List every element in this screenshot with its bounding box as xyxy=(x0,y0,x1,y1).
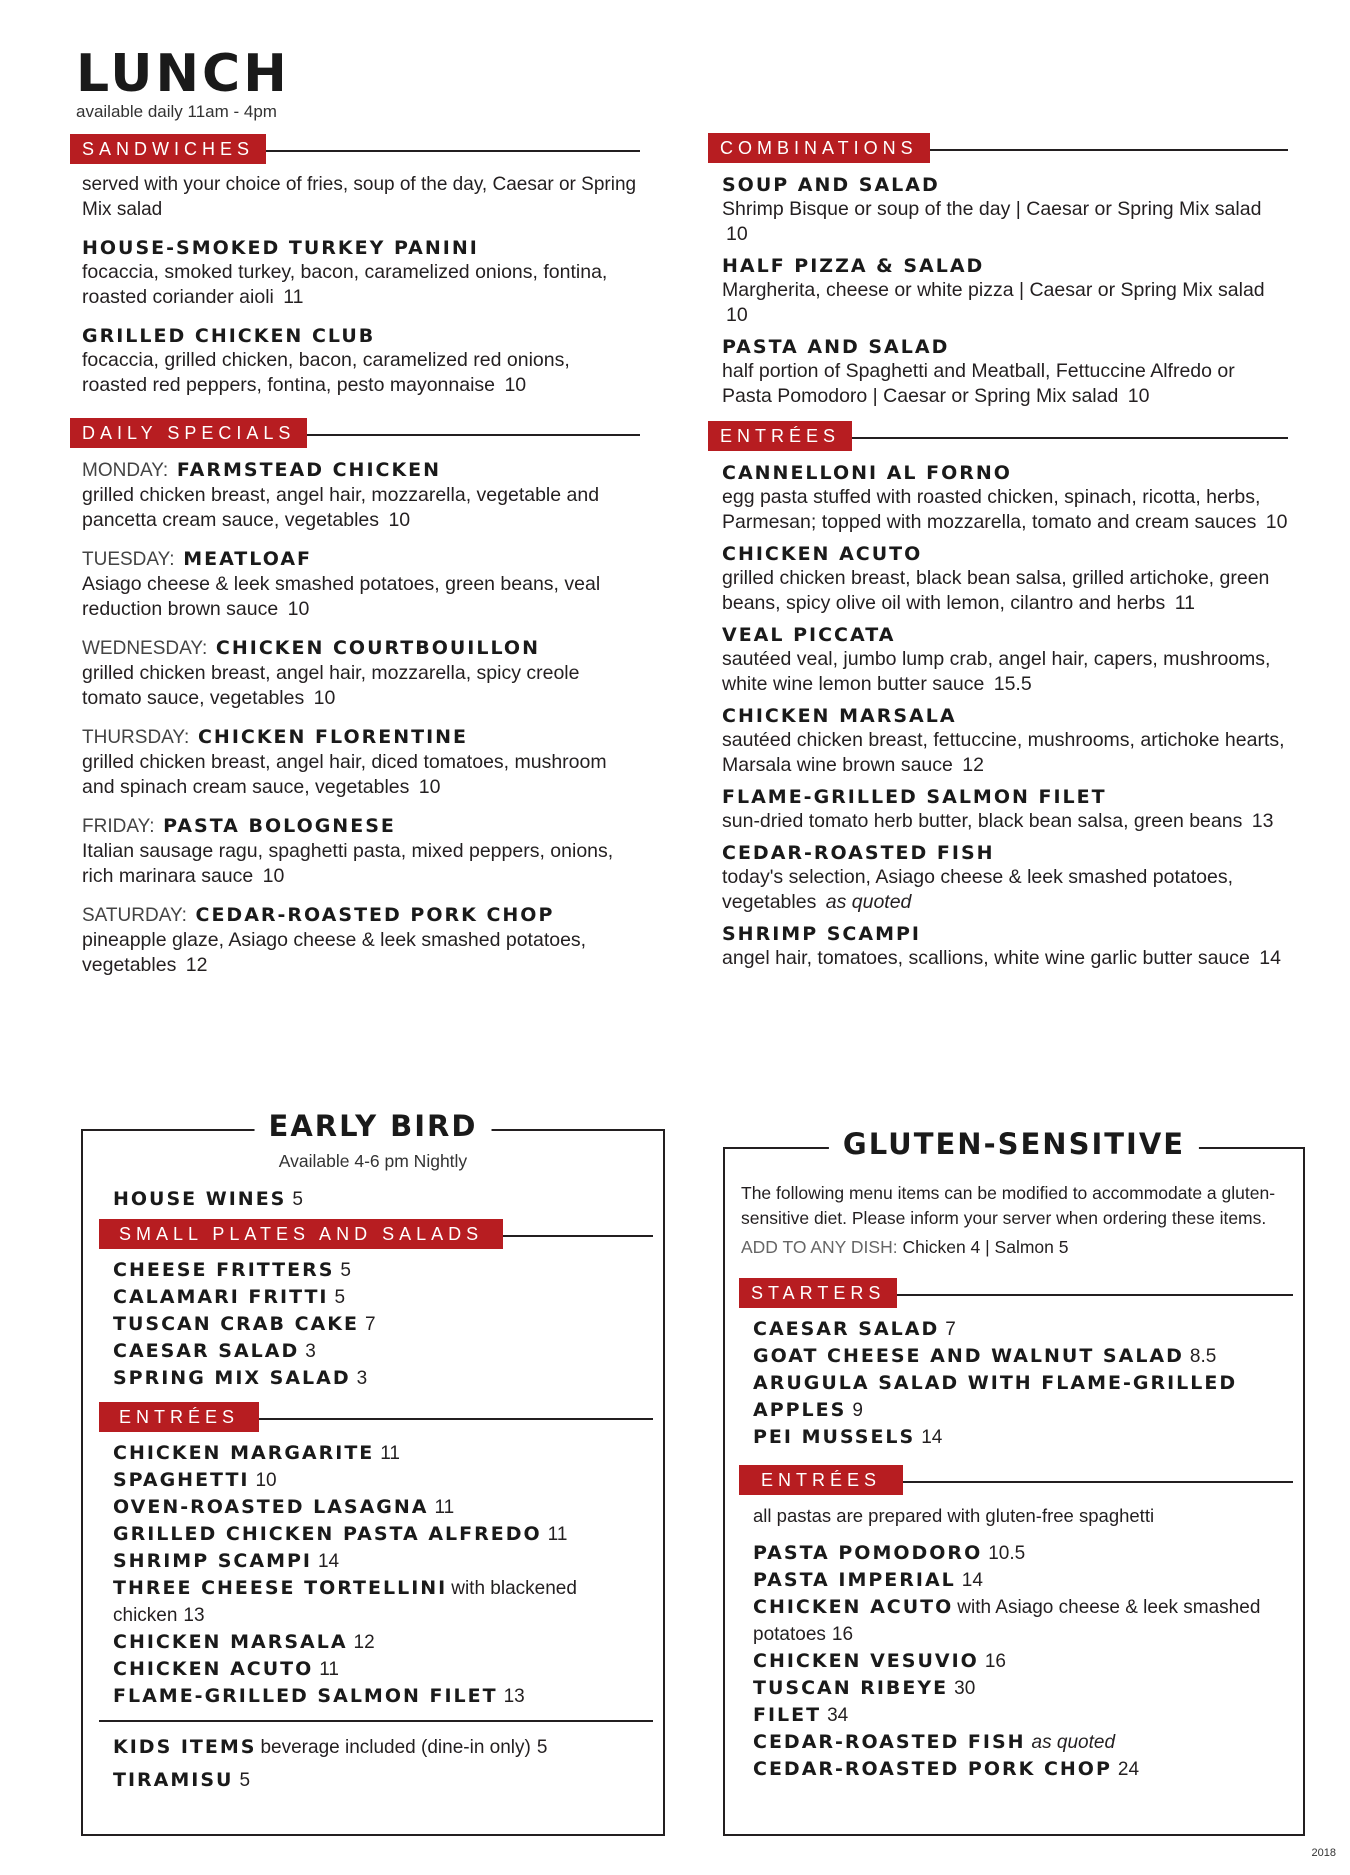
item-name: PASTA AND SALAD xyxy=(722,336,950,358)
item-price: 5 xyxy=(536,1737,548,1758)
menu-item xyxy=(722,461,1288,535)
item-name-line xyxy=(82,324,640,348)
item-name: CHICKEN ACUTO xyxy=(722,543,923,565)
item-name: CANNELLONI AL FORNO xyxy=(722,462,1012,484)
item-desc: sun-dried tomato herb butter, black bean salsa, green beans xyxy=(722,810,1243,832)
item-name: CHICKEN VESUVIO xyxy=(753,1650,979,1672)
item-description-line xyxy=(82,260,640,310)
item-desc: grilled chicken breast, black bean salsa, grilled artichoke, green beans, spicy olive oil with lemon, cilantro and herbs xyxy=(722,567,1270,614)
list-item xyxy=(113,1440,633,1467)
list-item xyxy=(113,1521,633,1548)
item-desc: Italian sausage ragu, spaghetti pasta, mixed peppers, onions, rich marinara sauce xyxy=(82,840,614,887)
item-price: 14 xyxy=(921,1427,943,1448)
list-item xyxy=(753,1343,1303,1370)
item-name: CHICKEN FLORENTINE xyxy=(197,726,469,748)
list-item xyxy=(113,1548,633,1575)
item-price: 14 xyxy=(317,1551,340,1572)
item-name: SPAGHETTI xyxy=(113,1469,250,1491)
item-desc: Asiago cheese & leek smashed potatoes, green beans, veal reduction brown sauce xyxy=(82,573,601,620)
menu-item xyxy=(82,458,640,533)
item-name: MEATLOAF xyxy=(183,548,313,570)
item-name: CEDAR-ROASTED PORK CHOP xyxy=(753,1758,1112,1780)
item-description-line xyxy=(722,647,1288,697)
item-description-line xyxy=(82,348,640,398)
list-item xyxy=(113,1494,633,1521)
item-desc: with Asiago cheese & leek smashed potatoes xyxy=(753,1597,1261,1645)
section-label: ENTRÉES xyxy=(739,1465,903,1495)
item-price: as quoted xyxy=(1031,1732,1116,1753)
list-item xyxy=(753,1729,1283,1756)
item-price: 5 xyxy=(340,1260,351,1281)
item-name: PASTA POMODORO xyxy=(753,1542,983,1564)
item-name: CEDAR-ROASTED FISH xyxy=(753,1731,1026,1753)
item-name: CAESAR SALAD xyxy=(113,1340,300,1362)
item-price: 7 xyxy=(945,1319,956,1340)
page-title: LUNCH xyxy=(76,44,290,104)
gf-starters-list xyxy=(725,1316,1303,1451)
item-name: HOUSE WINES xyxy=(113,1188,287,1210)
menu-item xyxy=(722,335,1288,409)
section-label: ENTRÉES xyxy=(99,1402,259,1432)
section-label: STARTERS xyxy=(739,1278,897,1308)
item-description-line xyxy=(722,865,1288,915)
menu-item xyxy=(722,785,1288,834)
add-to-value: Chicken 4 | Salmon 5 xyxy=(902,1237,1069,1257)
section-label: SMALL PLATES AND SALADS xyxy=(99,1219,503,1249)
list-item xyxy=(113,1629,633,1656)
item-name-line xyxy=(722,785,1288,809)
item-price: 10 xyxy=(255,1470,277,1491)
item-name: PASTA BOLOGNESE xyxy=(163,815,396,837)
item-day: MONDAY: xyxy=(82,460,169,481)
section-heading-starters xyxy=(739,1278,1293,1308)
item-name-line xyxy=(82,903,640,928)
item-desc: sautéed veal, jumbo lump crab, angel hair, capers, mushrooms, white wine lemon butter sauce xyxy=(722,648,1271,695)
item-name: FLAME-GRILLED SALMON FILET xyxy=(722,786,1107,808)
list-item xyxy=(113,1467,633,1494)
item-price: 30 xyxy=(954,1678,976,1699)
item-name: SHRIMP SCAMPI xyxy=(113,1550,312,1572)
item-name-line xyxy=(82,814,640,839)
item-name-line xyxy=(82,725,640,750)
item-price: 10 xyxy=(504,374,527,396)
item-description-line xyxy=(722,946,1288,971)
item-name: VEAL PICCATA xyxy=(722,624,896,646)
list-item xyxy=(753,1567,1283,1594)
section-heading-sandwiches xyxy=(70,134,640,164)
item-price: 8.5 xyxy=(1189,1346,1217,1367)
item-name: TIRAMISU xyxy=(113,1769,234,1791)
item-name: CHEESE FRITTERS xyxy=(113,1259,335,1281)
menu-item xyxy=(722,922,1288,971)
item-description-line xyxy=(82,483,640,533)
item-desc: beverage included (dine-in only) xyxy=(260,1737,531,1758)
item-price: 13 xyxy=(183,1605,205,1626)
item-desc: sautéed chicken breast, fettuccine, mushrooms, artichoke hearts, Marsala wine brown sauce xyxy=(722,729,1285,776)
house-wines-row xyxy=(113,1186,663,1213)
item-name: HALF PIZZA & SALAD xyxy=(722,255,985,277)
section-label: SANDWICHES xyxy=(70,134,266,164)
section-label: ENTRÉES xyxy=(708,421,852,451)
early-bird-title: EARLY BIRD xyxy=(255,1109,492,1143)
item-name: GRILLED CHICKEN PASTA ALFREDO xyxy=(113,1523,542,1545)
add-to-label: ADD TO ANY DISH: xyxy=(741,1237,898,1257)
item-description-line xyxy=(82,839,640,889)
menu-item xyxy=(722,542,1288,616)
item-price: 7 xyxy=(364,1314,376,1335)
section-label: COMBINATIONS xyxy=(708,133,930,163)
list-item xyxy=(753,1540,1283,1567)
list-item xyxy=(113,1257,663,1284)
item-name-line xyxy=(82,547,640,572)
item-price: 5 xyxy=(292,1189,303,1210)
item-desc: pineapple glaze, Asiago cheese & leek smashed potatoes, vegetables xyxy=(82,929,587,976)
item-price: 16 xyxy=(831,1624,854,1645)
section-heading-combinations xyxy=(708,133,1288,163)
list-item xyxy=(753,1702,1283,1729)
menu-header xyxy=(76,46,290,122)
item-desc: Shrimp Bisque or soup of the day | Caesar or Spring Mix salad xyxy=(722,198,1262,220)
menu-item xyxy=(722,841,1288,915)
item-name: FLAME-GRILLED SALMON FILET xyxy=(113,1685,498,1707)
list-item xyxy=(753,1370,1303,1424)
item-name: CEDAR-ROASTED FISH xyxy=(722,842,995,864)
item-description-line xyxy=(722,278,1288,328)
item-name: SPRING MIX SALAD xyxy=(113,1367,351,1389)
add-to-any-dish xyxy=(741,1237,1287,1258)
item-price: 11 xyxy=(434,1497,455,1518)
item-description-line xyxy=(82,661,640,711)
list-item xyxy=(113,1575,633,1629)
item-name: PASTA IMPERIAL xyxy=(753,1569,956,1591)
item-price: 34 xyxy=(827,1705,849,1726)
section-heading-small-plates xyxy=(99,1219,653,1249)
item-price: 13 xyxy=(503,1686,525,1707)
item-price: 13 xyxy=(1251,810,1274,832)
list-item xyxy=(113,1683,633,1710)
item-name: CALAMARI FRITTI xyxy=(113,1286,329,1308)
entrees-list xyxy=(708,461,1288,971)
menu-item xyxy=(722,704,1288,778)
item-desc: grilled chicken breast, angel hair, mozzarella, vegetable and pancetta cream sauce, vegetables xyxy=(82,484,600,531)
early-bird-box xyxy=(81,1109,665,1836)
item-price: 10 xyxy=(726,223,748,245)
item-name-line xyxy=(722,461,1288,485)
item-price: 10 xyxy=(262,865,285,887)
item-name: GOAT CHEESE AND WALNUT SALAD xyxy=(753,1345,1184,1367)
item-price: 15.5 xyxy=(993,673,1032,695)
section-heading-eb-entrees xyxy=(99,1402,653,1432)
section-heading-daily-specials xyxy=(70,418,640,448)
right-column xyxy=(708,133,1288,978)
item-name: CHICKEN MARSALA xyxy=(113,1631,348,1653)
section-heading-gf-entrees xyxy=(739,1465,1293,1495)
item-description-line xyxy=(82,572,640,622)
item-price: 24 xyxy=(1117,1759,1140,1780)
item-name-line xyxy=(82,458,640,483)
item-price: 10 xyxy=(287,598,310,620)
list-item xyxy=(753,1648,1283,1675)
item-desc: focaccia, smoked turkey, bacon, caramelized onions, fontina, roasted coriander aioli xyxy=(82,261,608,308)
item-price: 10 xyxy=(418,776,441,798)
item-name: FARMSTEAD CHICKEN xyxy=(176,459,442,481)
item-price: 14 xyxy=(961,1570,983,1591)
item-name: CHICKEN ACUTO xyxy=(113,1658,314,1680)
item-price: 16 xyxy=(984,1651,1006,1672)
item-name-line xyxy=(722,335,1288,359)
menu-item xyxy=(82,547,640,622)
section-heading-entrees xyxy=(708,421,1288,451)
item-name-line xyxy=(82,636,640,661)
combinations-list xyxy=(708,173,1288,409)
item-name-line xyxy=(82,236,640,260)
item-desc: half portion of Spaghetti and Meatball, Fettuccine Alfredo or Pasta Pomodoro | Caesar or Spring Mix salad xyxy=(722,360,1235,407)
menu-item xyxy=(82,725,640,800)
page-subtitle: available daily 11am - 4pm xyxy=(76,102,277,121)
gluten-sensitive-box xyxy=(723,1127,1305,1836)
item-price: 12 xyxy=(185,954,208,976)
item-name: SHRIMP SCAMPI xyxy=(722,923,921,945)
list-item xyxy=(113,1656,633,1683)
gf-entrees-note: all pastas are prepared with gluten-free spaghetti xyxy=(753,1505,1155,1526)
item-description-line xyxy=(722,728,1288,778)
item-price: 3 xyxy=(305,1341,316,1362)
item-desc: grilled chicken breast, angel hair, mozzarella, spicy creole tomato sauce, vegetables xyxy=(82,662,580,709)
kids-items-row xyxy=(113,1734,663,1761)
list-item xyxy=(753,1316,1303,1343)
item-price: 11 xyxy=(380,1443,400,1464)
small-plates-list xyxy=(83,1257,663,1392)
list-item xyxy=(753,1594,1283,1648)
item-price: 11 xyxy=(547,1524,568,1545)
item-name: PEI MUSSELS xyxy=(753,1426,916,1448)
item-day: TUESDAY: xyxy=(82,549,175,570)
item-name: TUSCAN RIBEYE xyxy=(753,1677,949,1699)
item-name: CAESAR SALAD xyxy=(753,1318,940,1340)
item-price: 11 xyxy=(1174,592,1195,614)
year-label: 2018 xyxy=(1311,1847,1336,1859)
item-price: 10 xyxy=(1265,511,1288,533)
item-price: 11 xyxy=(283,286,304,308)
item-price: 10 xyxy=(313,687,336,709)
item-name-line xyxy=(722,841,1288,865)
title-highlight xyxy=(276,54,406,94)
item-name: OVEN-ROASTED LASAGNA xyxy=(113,1496,429,1518)
item-day: FRIDAY: xyxy=(82,816,155,837)
item-name: THREE CHEESE TORTELLINI xyxy=(113,1577,448,1599)
item-desc: focaccia, grilled chicken, bacon, caramelized red onions, roasted red peppers, fontina, pesto mayonnaise xyxy=(82,349,570,396)
item-price: 5 xyxy=(334,1287,346,1308)
item-name: CHICKEN COURTBOUILLON xyxy=(215,637,540,659)
item-desc: Margherita, cheese or white pizza | Caesar or Spring Mix salad xyxy=(722,279,1265,301)
sandwiches-note: served with your choice of fries, soup of the day, Caesar or Spring Mix salad xyxy=(82,174,637,220)
item-name: GRILLED CHICKEN CLUB xyxy=(82,325,376,347)
item-name: ARUGULA SALAD WITH FLAME-GRILLED APPLES xyxy=(753,1372,1238,1421)
item-name: CEDAR-ROASTED PORK CHOP xyxy=(195,904,555,926)
menu-item xyxy=(82,236,640,310)
item-description-line xyxy=(722,197,1288,247)
menu-item xyxy=(82,324,640,398)
menu-item xyxy=(722,623,1288,697)
item-desc: egg pasta stuffed with roasted chicken, spinach, ricotta, herbs, Parmesan; topped with mozzarella, tomato and cream sauces xyxy=(722,486,1261,533)
item-price: 14 xyxy=(1259,947,1281,969)
gluten-title: GLUTEN-SENSITIVE xyxy=(829,1127,1199,1161)
item-name-line xyxy=(722,173,1288,197)
menu-item xyxy=(722,173,1288,247)
item-price: 9 xyxy=(852,1400,863,1421)
item-day: SATURDAY: xyxy=(82,905,187,926)
list-item xyxy=(113,1338,663,1365)
specials-list xyxy=(70,458,640,978)
menu-item xyxy=(82,636,640,711)
list-item xyxy=(753,1675,1283,1702)
item-name-line xyxy=(722,254,1288,278)
item-desc: with blackened chicken xyxy=(113,1578,577,1626)
item-price: 3 xyxy=(356,1368,368,1389)
item-name: KIDS ITEMS xyxy=(113,1736,257,1758)
item-name-line xyxy=(722,623,1288,647)
item-price: 10 xyxy=(726,304,748,326)
item-description-line xyxy=(722,566,1288,616)
item-name: CHICKEN MARSALA xyxy=(722,705,957,727)
item-price: 10 xyxy=(1127,385,1150,407)
item-description-line xyxy=(82,750,640,800)
list-item xyxy=(113,1311,663,1338)
item-price: as quoted xyxy=(825,891,912,913)
left-column xyxy=(70,134,640,992)
item-name: CHICKEN ACUTO xyxy=(753,1596,954,1618)
item-description-line xyxy=(722,485,1288,535)
item-price: 5 xyxy=(239,1770,251,1791)
list-item xyxy=(753,1756,1283,1783)
item-price: 10 xyxy=(388,509,411,531)
item-name-line xyxy=(722,704,1288,728)
menu-item xyxy=(82,814,640,889)
item-name-line xyxy=(722,922,1288,946)
item-name: FILET xyxy=(753,1704,822,1726)
item-day: WEDNESDAY: xyxy=(82,638,208,659)
section-label: DAILY SPECIALS xyxy=(70,418,307,448)
list-item xyxy=(753,1424,1303,1451)
gluten-note: The following menu items can be modified to accommodate a gluten-sensitive diet. Please inform your server when ordering these items. xyxy=(741,1183,1276,1228)
list-item xyxy=(113,1365,663,1392)
item-day: THURSDAY: xyxy=(82,727,190,748)
menu-item xyxy=(82,903,640,978)
item-price: 11 xyxy=(319,1659,339,1680)
sandwich-list xyxy=(82,236,640,398)
item-description-line xyxy=(722,359,1288,409)
early-bird-subtitle: Available 4-6 pm Nightly xyxy=(278,1151,468,1171)
item-name: HOUSE-SMOKED TURKEY PANINI xyxy=(82,237,479,259)
list-item xyxy=(113,1284,663,1311)
eb-entrees-list xyxy=(83,1440,663,1710)
item-price: 10.5 xyxy=(988,1543,1026,1564)
gf-entrees-list xyxy=(725,1540,1303,1783)
item-name: SOUP AND SALAD xyxy=(722,174,940,196)
item-desc: angel hair, tomatoes, scallions, white wine garlic butter sauce xyxy=(722,947,1250,969)
item-price: 12 xyxy=(353,1632,375,1653)
item-price: 12 xyxy=(962,754,984,776)
item-description-line xyxy=(722,809,1288,834)
item-name: TUSCAN CRAB CAKE xyxy=(113,1313,359,1335)
item-name-line xyxy=(722,542,1288,566)
item-description-line xyxy=(82,928,640,978)
item-desc: grilled chicken breast, angel hair, diced tomatoes, mushroom and spinach cream sauce, vegetables xyxy=(82,751,607,798)
item-name: CHICKEN MARGARITE xyxy=(113,1442,375,1464)
tiramisu-row xyxy=(113,1767,663,1794)
item-desc: today's selection, Asiago cheese & leek smashed potatoes, vegetables xyxy=(722,866,1234,913)
divider xyxy=(99,1720,653,1722)
menu-item xyxy=(722,254,1288,328)
